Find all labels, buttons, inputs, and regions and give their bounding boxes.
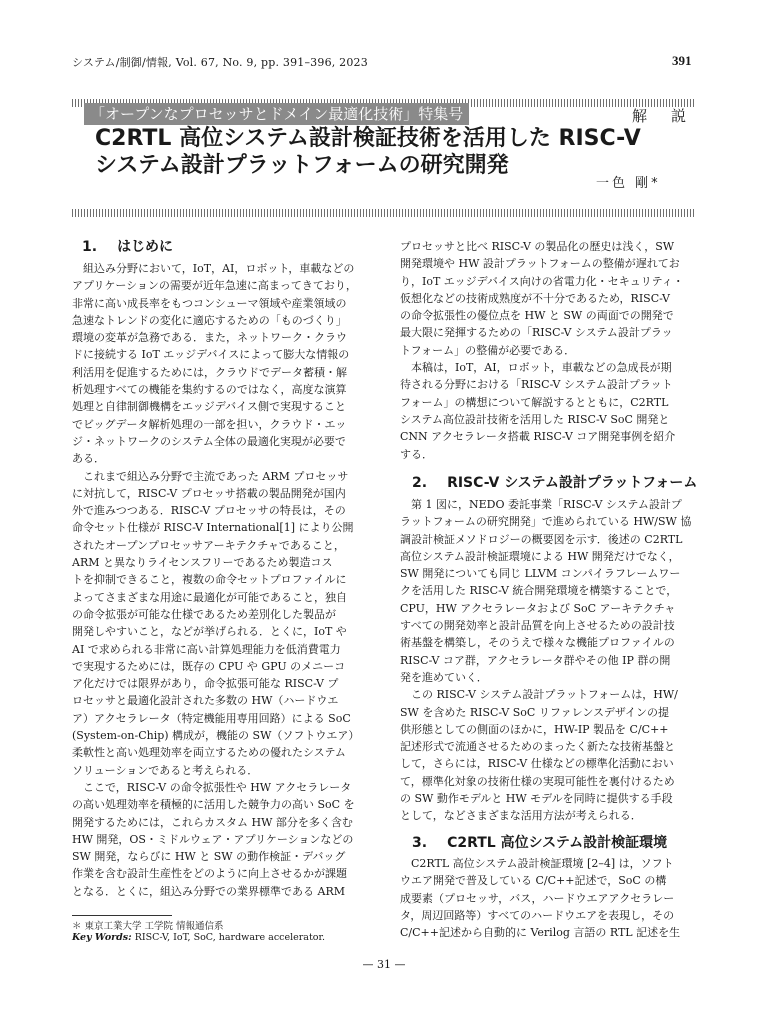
text-line: 開発しやすいこと，などが挙げられる．とくに，IoT や	[72, 625, 347, 639]
intro-continued-text	[400, 238, 700, 463]
text-line: 利活用を促進するためには，クラウドでデータ蓄積・解	[72, 365, 347, 379]
text-line: 急速なトレンドの変化に適応するための「ものづくり」	[72, 313, 347, 327]
keywords-label: Key Words:	[72, 932, 132, 943]
text-line: に対抗して，RISC-V プロセッサ搭載の製品開発が国内	[72, 486, 346, 500]
text-line: ウエア開発で普及している C/C++記述で，SoC の構	[400, 874, 667, 888]
text-line: これまで組込み分野で主流であった ARM プロセッサ	[83, 469, 349, 483]
text-line: 組込み分野において，IoT，AI，ロボット，車載などの	[83, 262, 355, 275]
text-line: の命令拡張性の優位点を HW と SW の両面での開発で	[400, 309, 674, 323]
text-line: C/C++記述から自動的に Verilog 言語の RTL 記述を生	[400, 926, 681, 940]
text-line: C2RTL 高位システム設計検証環境 [2–4] は，ソフト	[411, 857, 674, 870]
keywords-list: RISC-V, IoT, SoC, hardware accelerator.	[134, 932, 326, 943]
text-line: となる．とくに，組込み分野での業界標準である ARM	[72, 884, 345, 898]
text-line: 調設計検証メソドロジーの概要図を示す．後述の C2RTL	[400, 532, 683, 546]
text-line: て，標準化対象の技術仕様の実現可能性を裏付けるため	[400, 774, 675, 788]
text-line: トを抑制できること，複数の命令セットプロファイルに	[72, 573, 347, 587]
section-2-text	[400, 496, 700, 825]
text-line: ここで，RISC-V の命令拡張性や HW アクセラレータ	[83, 780, 352, 794]
text-line: ジ・ネットワークのシステム全体の最適化実現が必要で	[72, 434, 346, 448]
text-line: ドに接続する IoT エッジデバイスによって膨大な情報の	[72, 348, 350, 362]
text-line: ア化だけでは限界があり，命令拡張可能な RISC-V プ	[72, 677, 339, 691]
text-line: 命令セット仕様が RISC-V International[1] により公開	[72, 521, 354, 535]
section-1-text	[72, 260, 372, 900]
section-title: C2RTL 高位システム設計検証環境	[447, 835, 668, 851]
text-line: ソリューションであると考えられる．	[72, 763, 259, 777]
text-line: システム高位設計技術を活用した RISC-V SoC 開発と	[400, 412, 670, 426]
page-footer: — 31 —	[362, 958, 406, 971]
text-line: り，IoT エッジデバイス向けの省電力化・セキュリティ・	[400, 274, 684, 288]
text-line: 開発するためには，これらカスタム HW 部分を多く含む	[72, 815, 353, 829]
section-title: RISC-V システム設計プラットフォーム	[447, 475, 698, 491]
text-line: 待される分野における「RISC-V システム設計プラット	[400, 378, 673, 392]
text-line: 本稿は，IoT，AI，ロボット，車載などの急成長が期	[411, 361, 672, 375]
section-number: 1.	[82, 239, 98, 255]
text-line: プロセッサと比べ RISC-V の製品化の歴史は浅く，SW	[400, 240, 675, 253]
text-line: 最大限に発揮するための「RISC-V システム設計プラッ	[400, 326, 673, 340]
text-line: でビッグデータ解析処理の一部を担い，クラウド・エッ	[72, 417, 347, 431]
text-line: 成要素（プロセッサ，バス，ハードウエアアクセラレー	[400, 891, 675, 905]
title-bottom-rule	[72, 209, 696, 217]
text-line: (System-on-Chip) 構成が，機能の SW（ソフトウエア）	[72, 729, 360, 743]
text-line: 術基盤を構築し，そのうえで様々な機能プロファイルの	[400, 636, 675, 650]
text-line: 作業を含む設計生産性をどのように向上させるかが課題	[72, 867, 347, 881]
text-line: 発を進めていく．	[400, 670, 488, 684]
text-line: の命令拡張が可能な仕様であるため差別化した製品が	[72, 607, 336, 621]
text-line: ア）アクセラレータ（特定機能用専用回路）による SoC	[72, 711, 351, 725]
text-line: SW 開発，ならびに HW と SW の動作検証・デバッグ	[72, 850, 346, 864]
keywords	[72, 932, 325, 943]
article-category: 解説	[632, 107, 711, 125]
text-line: の SW 動作モデルと HW モデルを同時に提供する手段	[400, 792, 673, 806]
text-line: SW を含めた RISC-V SoC リファレンスデザインの提	[400, 705, 670, 719]
text-line: 記述形式で流通させるためのまったく新たな技術基盤と	[400, 740, 675, 754]
text-line: として，などさまざまな活用方法が考えられる．	[400, 809, 642, 823]
text-line: ある．	[72, 452, 105, 466]
text-line: で実現するためには，既存の CPU や GPU のメニーコ	[72, 659, 346, 673]
text-line: アプリケーションの需要が近年急速に高まってきており，	[72, 279, 357, 293]
special-issue-banner: 「オープンなプロセッサとドメイン最適化技術」特集号	[84, 103, 469, 125]
title-line: C2RTL 高位システム設計検証技術を活用した RISC-V	[95, 126, 641, 151]
text-line: よってさまざまな用途に最適化が可能であること，独自	[72, 590, 347, 604]
text-line: の高い処理効率を積極的に活用した競争力の高い SoC を	[72, 798, 355, 812]
page-number: 391	[672, 53, 692, 68]
section-number: 2.	[412, 475, 428, 491]
text-line: して，さらには，RISC-V 仕様などの標準化活動におい	[400, 757, 674, 771]
article-title	[95, 125, 641, 179]
text-line: 環境の変革が急務である．また，ネットワーク・クラウ	[72, 331, 347, 345]
section-heading-3	[412, 832, 667, 852]
section-heading-2	[412, 472, 697, 492]
section-title: はじめに	[117, 239, 174, 255]
section-3-text	[400, 855, 700, 941]
text-line: この RISC-V システム設計プラットフォームは，HW/	[411, 688, 678, 702]
text-line: AI で求められる非常に高い計算処理能力を低消費電力	[72, 642, 341, 656]
text-line: タ，周辺回路等）すべてのハードウエアを表現し，その	[400, 908, 675, 922]
text-line: SW 開発についても同じ LLVM コンパイラフレームワー	[400, 567, 681, 581]
text-line: HW 開発，OS・ミドルウェア・アプリケーションなどの	[72, 832, 354, 846]
text-line: 処理と自律制御機構をエッジデバイス側で実現すること	[72, 400, 347, 414]
author-affiliation: ＊ 東京工業大学 工学院 情報通信系	[72, 921, 224, 932]
text-line: 外で進みつつある．RISC-V プロセッサの特長は，その	[72, 504, 346, 518]
title-line: システム設計プラットフォームの研究開発	[95, 153, 509, 178]
text-line: 非常に高い成長率をもつコンシューマ領域や産業領域の	[72, 296, 347, 310]
text-line: ロセッサと最適化設計された多数の HW（ハードウエ	[72, 694, 339, 708]
text-line: 仮想化などの技術成熟度が不十分であるため，RISC-V	[400, 291, 670, 305]
text-line: ラットフォームの研究開発」で進められている HW/SW 協	[400, 515, 692, 529]
text-line: トフォーム」の整備が必要である．	[400, 343, 576, 357]
text-line: すべての開発効率と設計品質を向上させるための設計技	[400, 619, 675, 633]
text-line: フォーム」の構想について解説するとともに，C2RTL	[400, 395, 669, 409]
text-line: 柔軟性と高い処理効率を両立するための優れたシステム	[72, 746, 346, 760]
text-line: CPU，HW アクセラレータおよび SoC アーキテクチャ	[400, 601, 676, 615]
section-heading-1	[82, 236, 173, 256]
text-line: CNN アクセラレータ搭載 RISC-V コア開発事例を紹介	[400, 430, 676, 444]
text-line: する．	[400, 447, 433, 461]
text-line: 開発環境や HW 設計プラットフォームの整備が遅れてお	[400, 257, 680, 271]
text-line: ARM と異なりライセンスフリーであるため製造コス	[72, 556, 333, 570]
author-name: 一色 剛*	[596, 176, 661, 191]
text-line: されたオープンプロセッサアーキテクチャであること，	[72, 538, 345, 552]
text-line: 析処理すべての機能を集約するのではなく，高度な演算	[72, 383, 347, 397]
section-number: 3.	[412, 835, 428, 851]
footnote-rule	[72, 915, 172, 916]
text-line: クを活用した RISC-V 統合開発環境を構築することで，	[400, 584, 678, 598]
text-line: 高位システム設計検証環境による HW 開発だけでなく，	[400, 549, 680, 563]
text-line: 第 1 図に，NEDO 委託事業「RISC-V システム設計プ	[411, 498, 682, 511]
journal-citation: システム/制御/情報, Vol. 67, No. 9, pp. 391–396, 2023	[72, 56, 368, 69]
text-line: RISC-V コア群，アクセラレータ群やその他 IP 群の開	[400, 653, 671, 667]
text-line: 供形態としての側面のほかに，HW-IP 製品を C/C++	[400, 722, 669, 736]
